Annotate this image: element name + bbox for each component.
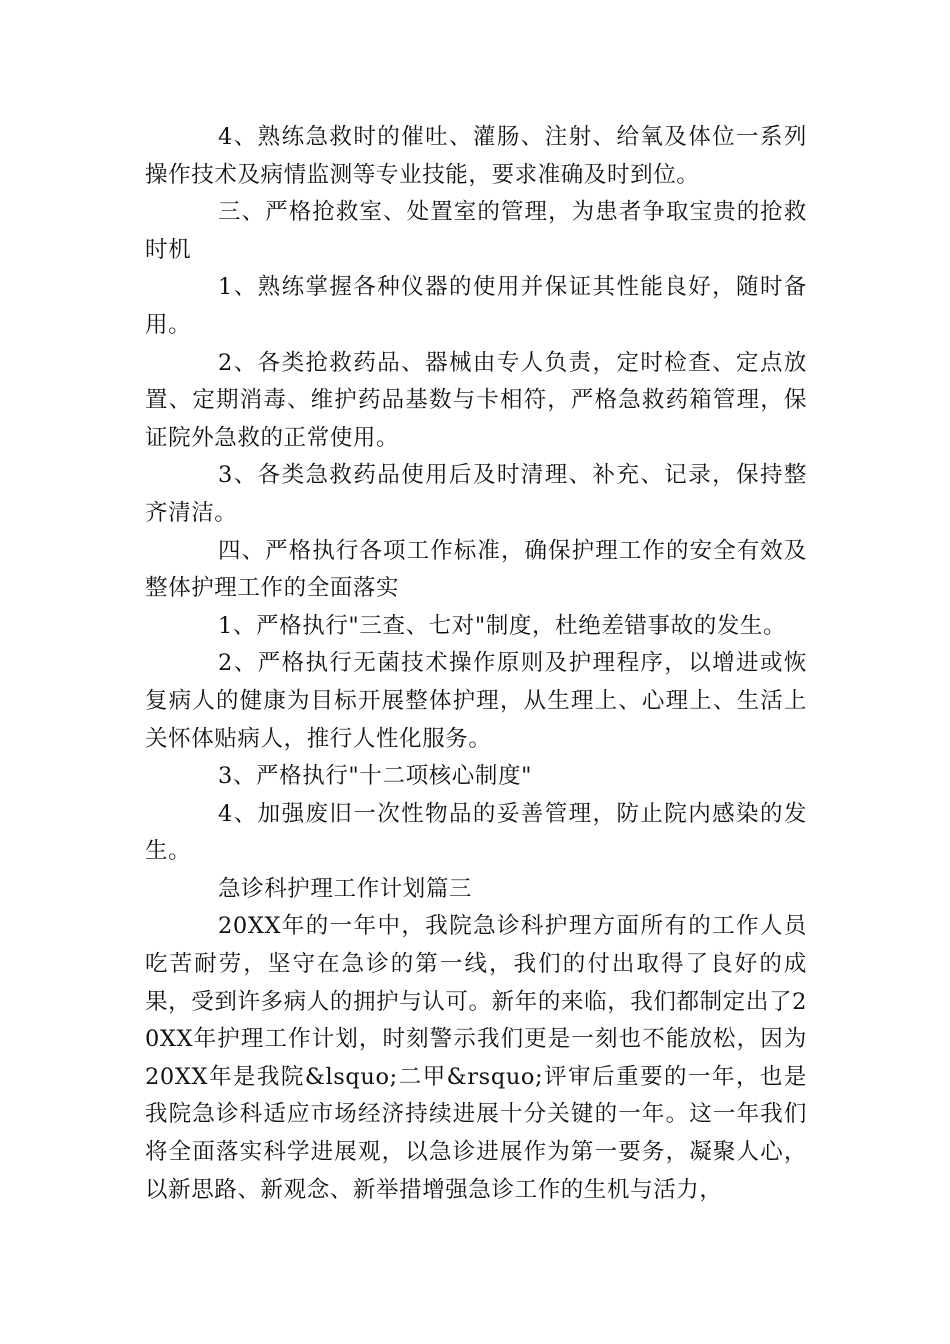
paragraph-item-1-instruments: 1、熟练掌握各种仪器的使用并保证其性能良好，随时备用。 [145,274,807,338]
paragraph-item-2-aseptic: 2、严格执行无菌技术操作原则及护理程序，以增进或恢复病人的健康为目标开展整体护理，从生理上、心理上、生活上关怀体贴病人，推行人性化服务。 [145,650,807,752]
paragraph-plan-intro: 20XX年的一年中，我院急诊科护理方面所有的工作人员吃苦耐劳，坚守在急诊的第一线，我们的付出取得了良好的成果，受到许多病人的拥护与认可。新年的来临，我们都制定出了20XX年护理工作计划，时刻警示我们更是一刻也不能放松，因为20XX年是我院&lsquo;二甲&rsquo;评审后重要的一年，也是我院急诊科适应市场经济持续进展十分关键的一年。这一年我们将全面落实科学进展观，以急诊进展作为第一要务，凝聚人心，以新思路、新观念、新举措增强急诊工作的生机与活力， [145,913,807,1203]
paragraph-item-3-cleanup: 3、各类急救药品使用后及时清理、补充、记录，保持整齐清洁。 [145,462,807,526]
section-heading-standards: 四、严格执行各项工作标准，确保护理工作的安全有效及整体护理工作的全面落实 [145,537,807,602]
paragraph-item-4-disposables: 4、加强废旧一次性物品的妥善管理，防止院内感染的发生。 [145,800,807,865]
paragraph-item-2-drugs: 2、各类抢救药品、器械由专人负责，定时检查、定点放置、定期消毒、维护药品基数与卡相符，严格急救药箱管理，保证院外急救的正常使用。 [145,349,807,451]
section-heading-rescue-room: 三、严格抢救室、处置室的管理，为患者争取宝贵的抢救时机 [145,199,807,263]
paragraph-item-4-skills: 4、熟练急救时的催吐、灌肠、注射、给氧及体位一系列操作技术及病情监测等专业技能，要求准确及时到位。 [145,124,807,188]
paragraph-item-3-core-rules: 3、严格执行"十二项核心制度" [218,763,533,790]
paragraph-item-1-checks: 1、严格执行"三查、七对"制度，杜绝差错事故的发生。 [218,612,787,639]
document-body [145,119,807,1209]
section-title-plan-three: 急诊科护理工作计划篇三 [218,875,473,902]
